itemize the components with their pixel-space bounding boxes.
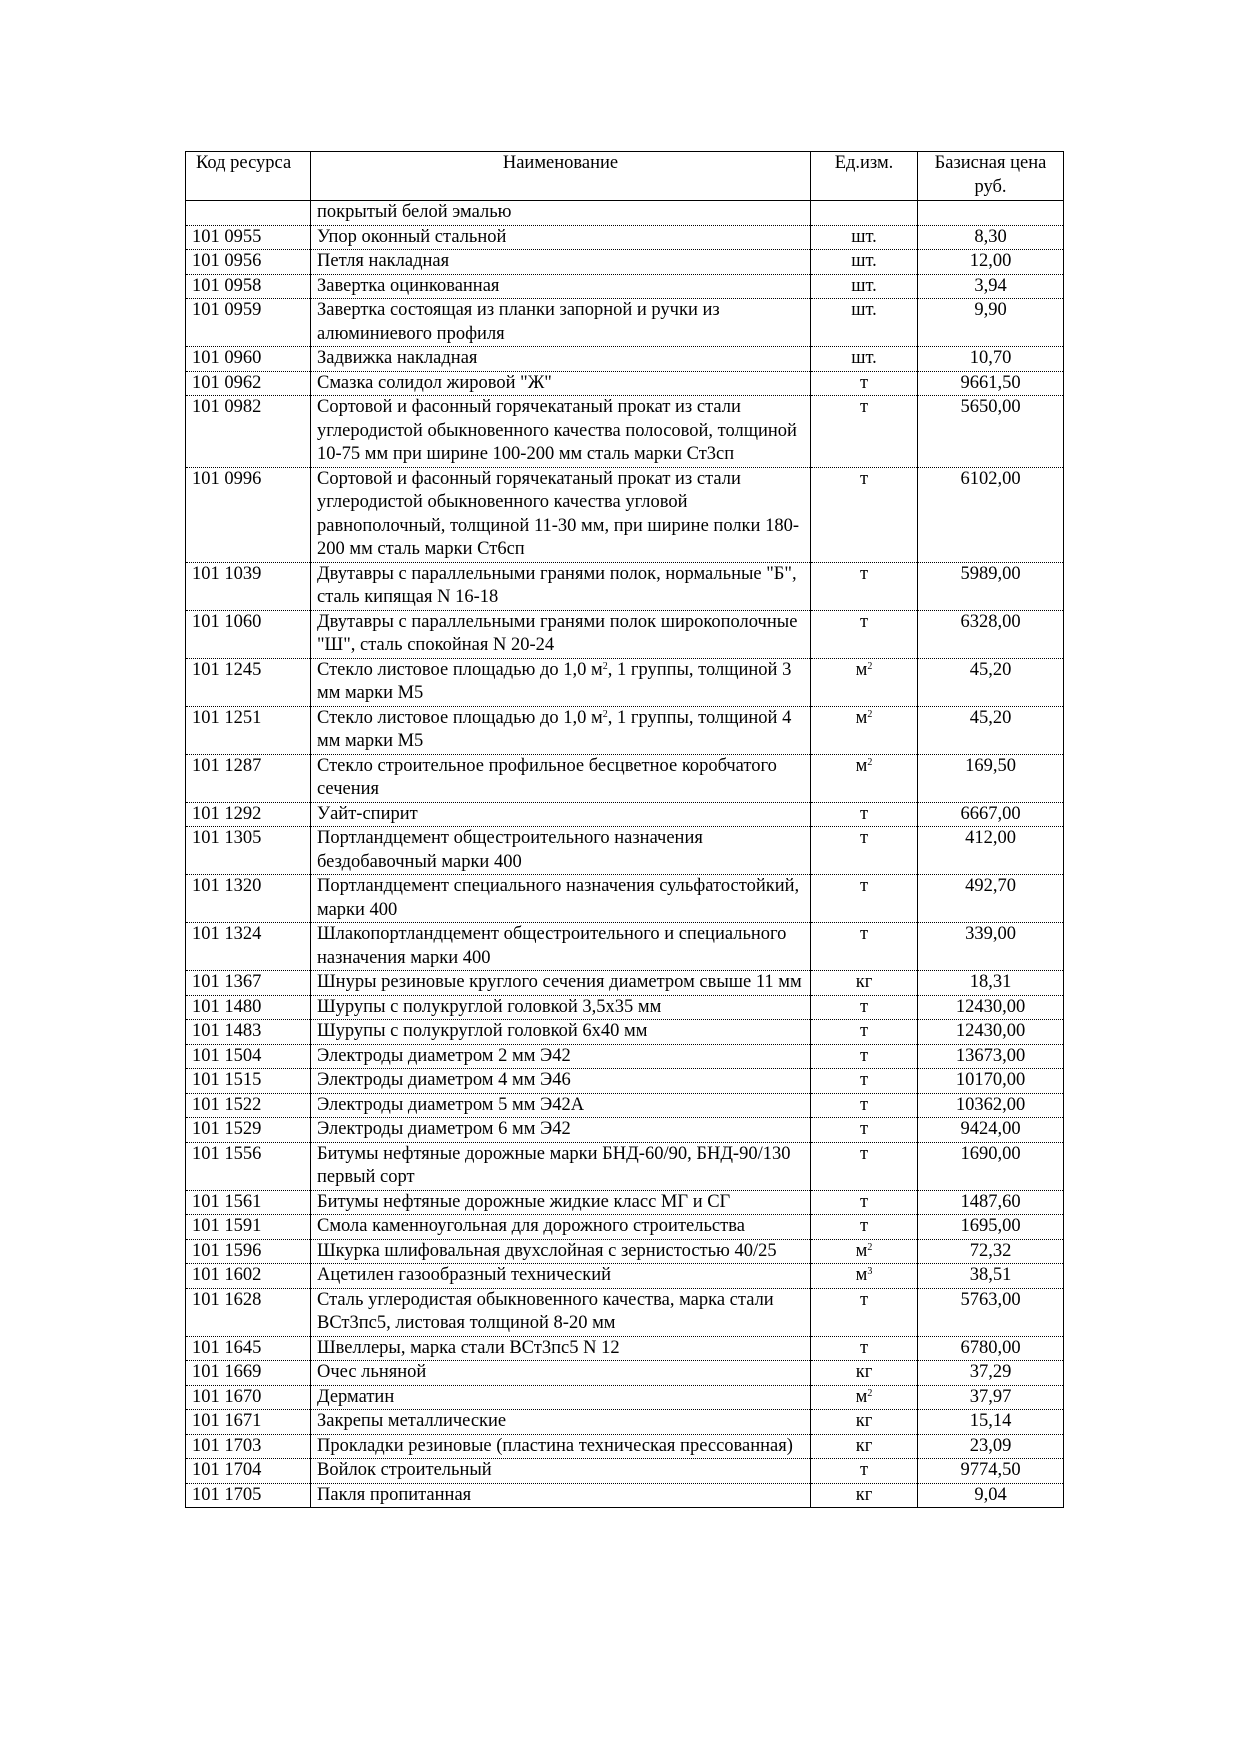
table-row [186, 1336, 1064, 1361]
unit-of-measure [811, 1142, 918, 1190]
resource-code: 101 1591 [186, 1215, 311, 1240]
unit-label: кг [855, 1435, 873, 1456]
table-row [186, 1069, 1064, 1094]
base-price: 38,51 [918, 1264, 1064, 1289]
resource-name: Войлок строительный [311, 1459, 811, 1484]
resource-name: Очес льняной [311, 1361, 811, 1386]
table-row [186, 1410, 1064, 1435]
unit-label: шт. [851, 275, 877, 296]
resource-name: Шурупы с полукруглой головкой 6х40 мм [311, 1020, 811, 1045]
table-header [186, 152, 1064, 201]
base-price: 18,31 [918, 971, 1064, 996]
table-row [186, 347, 1064, 372]
base-price: 9,04 [918, 1483, 1064, 1508]
base-price [918, 201, 1064, 226]
resource-name [311, 706, 811, 754]
resource-code: 101 1705 [186, 1483, 311, 1508]
unit-of-measure [811, 995, 918, 1020]
resource-code: 101 1305 [186, 827, 311, 875]
unit-of-measure [811, 1288, 918, 1336]
base-price: 5763,00 [918, 1288, 1064, 1336]
table-row [186, 802, 1064, 827]
unit-of-measure [811, 1434, 918, 1459]
resource-name: Битумы нефтяные дорожные марки БНД-60/90, БНД-90/130 первый сорт [311, 1142, 811, 1190]
resource-name: Закрепы металлические [311, 1410, 811, 1435]
unit-label: м [855, 1386, 868, 1407]
table-row [186, 971, 1064, 996]
resource-name: Завертка состоящая из планки запорной и ручки из алюминиевого профиля [311, 299, 811, 347]
resource-name-part: , 1 группы, толщиной 3 мм марки М5 [317, 659, 792, 703]
resource-name: Смазка солидол жировой "Ж" [311, 371, 811, 396]
unit-of-measure [811, 754, 918, 802]
unit-label: т [859, 372, 869, 393]
table-row [186, 827, 1064, 875]
unit-label: т [859, 924, 869, 944]
table-row [186, 875, 1064, 923]
table-row [186, 396, 1064, 468]
unit-of-measure [811, 250, 918, 275]
resource-name-part: , 1 группы, толщиной 4 мм марки М5 [317, 707, 792, 751]
table-row [186, 562, 1064, 610]
unit-of-measure [811, 1215, 918, 1240]
unit-of-measure [811, 1020, 918, 1045]
base-price: 12430,00 [918, 995, 1064, 1020]
resource-name: Задвижка накладная [311, 347, 811, 372]
table-body [186, 201, 1064, 1508]
unit-of-measure [811, 802, 918, 827]
base-price: 9774,50 [918, 1459, 1064, 1484]
unit-of-measure [811, 1093, 918, 1118]
unit-label: т [859, 1460, 869, 1480]
resource-name: Сортовой и фасонный горячекатаный прокат из стали углеродистой обыкновенного качества угловой равнополочный, толщиной 11-30 мм, при ширине полки 180-200 мм сталь марки Ст6сп [311, 467, 811, 562]
resource-name-part: Стекло листовое площадью до 1,0 м [317, 707, 603, 728]
table-row [186, 299, 1064, 347]
resource-name: покрытый белой эмалью [311, 201, 811, 226]
resource-code: 101 0956 [186, 250, 311, 275]
unit-of-measure [811, 1264, 918, 1289]
table-row [186, 1020, 1064, 1045]
table-row [186, 1288, 1064, 1336]
unit-of-measure [811, 562, 918, 610]
resource-code: 101 1596 [186, 1239, 311, 1264]
table-row [186, 1093, 1064, 1118]
unit-of-measure [811, 610, 918, 658]
resource-code: 101 0982 [186, 396, 311, 468]
resource-name: Двутавры с параллельными гранями полок широкополочные "Ш", сталь спокойная N 20-24 [311, 610, 811, 658]
base-price: 10362,00 [918, 1093, 1064, 1118]
resource-code: 101 0955 [186, 225, 311, 250]
base-price: 9,90 [918, 299, 1064, 347]
header-code: Код ресурса [186, 152, 311, 201]
unit-of-measure [811, 1410, 918, 1435]
base-price: 37,29 [918, 1361, 1064, 1386]
resource-code: 101 0996 [186, 467, 311, 562]
table-row [186, 274, 1064, 299]
unit-of-measure [811, 1239, 918, 1264]
table-row [186, 1361, 1064, 1386]
resource-code: 101 1060 [186, 610, 311, 658]
unit-label: м [855, 659, 868, 680]
base-price: 1695,00 [918, 1215, 1064, 1240]
unit-of-measure [811, 201, 918, 226]
resource-code: 101 1645 [186, 1336, 311, 1361]
resource-name: Электроды диаметром 4 мм Э46 [311, 1069, 811, 1094]
table-row [186, 1434, 1064, 1459]
base-price: 45,20 [918, 658, 1064, 706]
base-price: 12,00 [918, 250, 1064, 275]
table-row [186, 754, 1064, 802]
resource-name: Сортовой и фасонный горячекатаный прокат из стали углеродистой обыкновенного качества полосовой, толщиной 10-75 мм при ширине 100-200 мм сталь марки Ст3сп [311, 396, 811, 468]
superscript: 2 [602, 660, 608, 672]
unit-label: м [855, 707, 868, 728]
resource-code [186, 201, 311, 226]
unit-superscript: 2 [867, 660, 873, 672]
unit-of-measure [811, 1069, 918, 1094]
unit-of-measure [811, 1336, 918, 1361]
resource-name: Дерматин [311, 1385, 811, 1410]
unit-label: шт. [851, 300, 877, 320]
base-price: 37,97 [918, 1385, 1064, 1410]
unit-of-measure [811, 1483, 918, 1508]
table-row [186, 1118, 1064, 1143]
resource-name: Завертка оцинкованная [311, 274, 811, 299]
resource-name: Двутавры с параллельными гранями полок, нормальные "Б", сталь кипящая N 16-18 [311, 562, 811, 610]
table-row [186, 923, 1064, 971]
resource-code: 101 1704 [186, 1459, 311, 1484]
unit-of-measure [811, 706, 918, 754]
resource-code: 101 1292 [186, 802, 311, 827]
unit-label: т [859, 611, 869, 632]
resource-code: 101 1483 [186, 1020, 311, 1045]
resource-code: 101 1515 [186, 1069, 311, 1094]
resource-code: 101 1480 [186, 995, 311, 1020]
unit-of-measure [811, 1118, 918, 1143]
resource-code: 101 1522 [186, 1093, 311, 1118]
superscript: 2 [602, 708, 608, 720]
unit-label: т [859, 876, 869, 896]
unit-of-measure [811, 1385, 918, 1410]
base-price: 72,32 [918, 1239, 1064, 1264]
unit-of-measure [811, 1044, 918, 1069]
table-row [186, 1385, 1064, 1410]
resource-name: Петля накладная [311, 250, 811, 275]
resource-name: Портландцемент специального назначения сульфатостойкий, марки 400 [311, 875, 811, 923]
table-row [186, 1264, 1064, 1289]
base-price: 1690,00 [918, 1142, 1064, 1190]
resource-name: Портландцемент общестроительного назначения бездобавочный марки 400 [311, 827, 811, 875]
resource-name: Шкурка шлифовальная двухслойная с зернистостью 40/25 [311, 1239, 811, 1264]
unit-label: т [859, 397, 869, 417]
base-price: 5650,00 [918, 396, 1064, 468]
unit-superscript: 3 [867, 1266, 873, 1277]
resource-code: 101 1670 [186, 1385, 311, 1410]
resource-code: 101 1602 [186, 1264, 311, 1289]
resource-name: Электроды диаметром 2 мм Э42 [311, 1044, 811, 1069]
base-price: 6328,00 [918, 610, 1064, 658]
table-row [186, 658, 1064, 706]
table-row [186, 225, 1064, 250]
table-row [186, 995, 1064, 1020]
unit-of-measure [811, 225, 918, 250]
unit-label: кг [855, 1411, 873, 1431]
base-price: 9661,50 [918, 371, 1064, 396]
table-row [186, 1190, 1064, 1215]
resource-name: Смола каменноугольная для дорожного строительства [311, 1215, 811, 1240]
unit-label: шт. [851, 348, 877, 368]
table-row [186, 467, 1064, 562]
unit-label: т [859, 996, 869, 1017]
base-price: 1487,60 [918, 1190, 1064, 1215]
table-row [186, 201, 1064, 226]
resource-code: 101 1251 [186, 706, 311, 754]
resource-name: Пакля пропитанная [311, 1483, 811, 1508]
unit-label: шт. [851, 226, 877, 247]
table-row [186, 1483, 1064, 1508]
resource-code: 101 1039 [186, 562, 311, 610]
resource-name: Шурупы с полукруглой головкой 3,5х35 мм [311, 995, 811, 1020]
resource-code: 101 1320 [186, 875, 311, 923]
table-row [186, 1215, 1064, 1240]
resource-code: 101 1245 [186, 658, 311, 706]
resource-name: Ацетилен газообразный технический [311, 1264, 811, 1289]
base-price: 15,14 [918, 1410, 1064, 1435]
base-price: 8,30 [918, 225, 1064, 250]
unit-superscript: 2 [867, 708, 873, 720]
unit-label: т [859, 1289, 869, 1310]
table-row [186, 371, 1064, 396]
unit-label: т [859, 1337, 869, 1358]
resource-code: 101 1671 [186, 1410, 311, 1435]
resource-name: Электроды диаметром 6 мм Э42 [311, 1118, 811, 1143]
unit-label: т [859, 803, 869, 824]
unit-of-measure [811, 658, 918, 706]
unit-label: т [859, 1191, 869, 1212]
table-row [186, 1459, 1064, 1484]
resource-name: Шнуры резиновые круглого сечения диаметром свыше 11 мм [311, 971, 811, 996]
unit-label: кг [855, 972, 873, 992]
unit-of-measure [811, 875, 918, 923]
unit-of-measure [811, 467, 918, 562]
base-price: 492,70 [918, 875, 1064, 923]
resource-code: 101 1324 [186, 923, 311, 971]
header-price: Базисная цена руб. [918, 152, 1064, 201]
resource-name: Стекло строительное профильное бесцветное коробчатого сечения [311, 754, 811, 802]
table-row [186, 1142, 1064, 1190]
unit-label: м [855, 1265, 868, 1285]
table-row [186, 1239, 1064, 1264]
resource-code: 101 1367 [186, 971, 311, 996]
unit-of-measure [811, 1361, 918, 1386]
resource-code: 101 0962 [186, 371, 311, 396]
unit-of-measure [811, 923, 918, 971]
unit-label: т [859, 1216, 869, 1236]
base-price: 169,50 [918, 754, 1064, 802]
unit-label: м [855, 755, 868, 776]
base-price: 12430,00 [918, 1020, 1064, 1045]
unit-of-measure [811, 827, 918, 875]
unit-superscript: 2 [867, 756, 873, 768]
base-price: 10170,00 [918, 1069, 1064, 1094]
unit-of-measure [811, 299, 918, 347]
resource-code: 101 1561 [186, 1190, 311, 1215]
header-name: Наименование [311, 152, 811, 201]
resource-name: Битумы нефтяные дорожные жидкие класс МГ и СГ [311, 1190, 811, 1215]
unit-label: т [859, 468, 869, 489]
unit-label: кг [855, 1484, 873, 1505]
resource-name: Сталь углеродистая обыкновенного качества, марка стали ВСт3пс5, листовая толщиной 8-20 мм [311, 1288, 811, 1336]
base-price: 45,20 [918, 706, 1064, 754]
unit-of-measure [811, 1190, 918, 1215]
resource-name: Шлакопортландцемент общестроительного и специального назначения марки 400 [311, 923, 811, 971]
resource-name: Уайт-спирит [311, 802, 811, 827]
resource-name: Прокладки резиновые (пластина техническая прессованная) [311, 1434, 811, 1459]
base-price: 23,09 [918, 1434, 1064, 1459]
base-price: 10,70 [918, 347, 1064, 372]
resource-name: Швеллеры, марка стали ВСт3пс5 N 12 [311, 1336, 811, 1361]
base-price: 3,94 [918, 274, 1064, 299]
unit-label: т [859, 1045, 869, 1066]
unit-of-measure [811, 347, 918, 372]
table-row [186, 706, 1064, 754]
unit-label: т [859, 1143, 869, 1164]
resource-code: 101 0959 [186, 299, 311, 347]
unit-of-measure [811, 274, 918, 299]
header-unit: Ед.изм. [811, 152, 918, 201]
unit-label: т [859, 1119, 869, 1139]
base-price: 13673,00 [918, 1044, 1064, 1069]
resource-name-part: Стекло листовое площадью до 1,0 м [317, 659, 603, 680]
unit-label: т [859, 828, 869, 848]
resource-code: 101 1287 [186, 754, 311, 802]
resource-name: Упор оконный стальной [311, 225, 811, 250]
base-price: 412,00 [918, 827, 1064, 875]
unit-of-measure [811, 396, 918, 468]
unit-of-measure [811, 1459, 918, 1484]
resource-code: 101 0960 [186, 347, 311, 372]
unit-superscript: 2 [867, 1241, 873, 1253]
unit-label: шт. [851, 251, 877, 271]
unit-of-measure [811, 371, 918, 396]
base-price: 339,00 [918, 923, 1064, 971]
resource-price-table [185, 151, 1064, 1508]
resource-code: 101 1556 [186, 1142, 311, 1190]
resource-name [311, 658, 811, 706]
base-price: 5989,00 [918, 562, 1064, 610]
base-price: 6780,00 [918, 1336, 1064, 1361]
unit-of-measure [811, 971, 918, 996]
table-row [186, 610, 1064, 658]
table-row [186, 1044, 1064, 1069]
unit-label: кг [855, 1362, 873, 1382]
resource-code: 101 1529 [186, 1118, 311, 1143]
unit-label: т [859, 563, 869, 584]
resource-name: Электроды диаметром 5 мм Э42А [311, 1093, 811, 1118]
resource-code: 101 1703 [186, 1434, 311, 1459]
base-price: 6102,00 [918, 467, 1064, 562]
resource-code: 101 0958 [186, 274, 311, 299]
resource-code: 101 1628 [186, 1288, 311, 1336]
unit-label: м [855, 1240, 868, 1261]
unit-label: т [859, 1094, 869, 1115]
base-price: 9424,00 [918, 1118, 1064, 1143]
unit-superscript: 2 [867, 1387, 873, 1399]
resource-code: 101 1504 [186, 1044, 311, 1069]
base-price: 6667,00 [918, 802, 1064, 827]
table-row [186, 250, 1064, 275]
resource-code: 101 1669 [186, 1361, 311, 1386]
unit-label: т [859, 1070, 869, 1090]
unit-label: т [859, 1021, 869, 1041]
